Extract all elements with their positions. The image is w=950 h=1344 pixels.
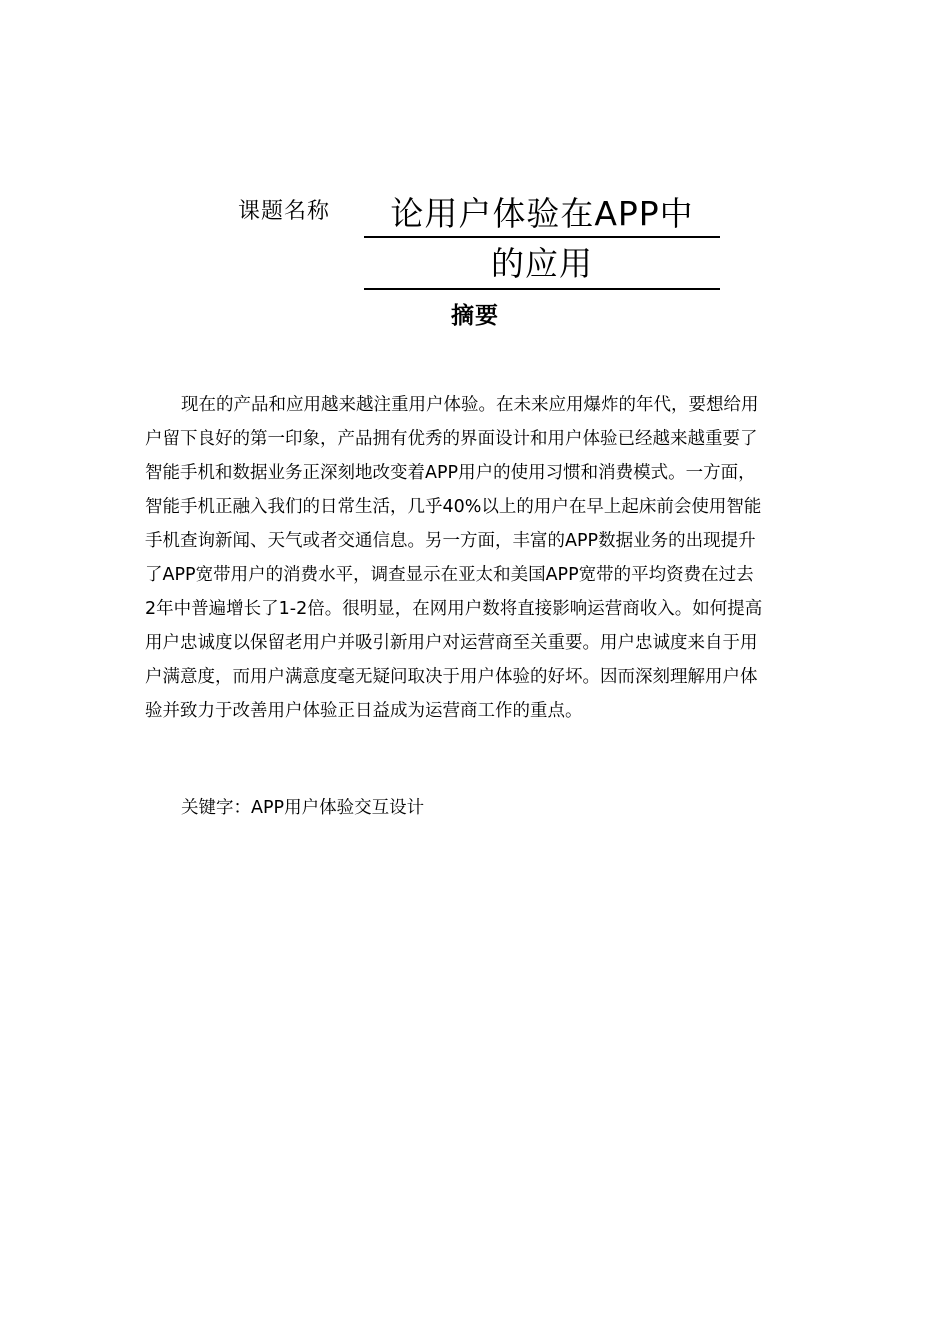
keywords-line: 关键字：APP用户体验交互设计 [181,798,425,818]
abstract-line: 验并致力于改善用户体验正日益成为运营商工作的重点。 [145,701,583,721]
abstract-body [145,388,813,728]
title-underline-2 [364,288,720,290]
abstract-line: 了APP宽带用户的消费水平，调查显示在亚太和美国APP宽带的平均资费在过去 [145,565,754,585]
topic-name-label: 课题名称 [238,199,331,224]
abstract-line: 户满意度，而用户满意度毫无疑问取决于用户体验的好坏。因而深刻理解用户体 [145,667,758,687]
abstract-line: 用户忠诚度以保留老用户并吸引新用户对运营商至关重要。用户忠诚度来自于用 [145,633,758,653]
abstract-line: 智能手机正融入我们的日常生活，几乎40%以上的用户在早上起床前会使用智能 [145,497,762,517]
abstract-heading: 摘要 [451,303,499,329]
abstract-line: 现在的产品和应用越来越注重用户体验。在未来应用爆炸的年代，要想给用 [181,395,759,415]
thesis-title-line-2: 的应用 [491,244,593,283]
abstract-line: 2年中普遍增长了1-2倍。很明显，在网用户数将直接影响运营商收入。如何提高 [145,599,763,619]
thesis-title-line-1: 论用户体验在APP中 [390,194,694,233]
abstract-line: 手机查询新闻、天气或者交通信息。另一方面，丰富的APP数据业务的出现提升 [145,531,756,551]
abstract-line: 户留下良好的第一印象，产品拥有优秀的界面设计和用户体验已经越来越重要了 [145,429,758,449]
title-underline-1 [364,236,720,238]
abstract-line: 智能手机和数据业务正深刻地改变着APP用户的使用习惯和消费模式。一方面， [145,463,756,483]
